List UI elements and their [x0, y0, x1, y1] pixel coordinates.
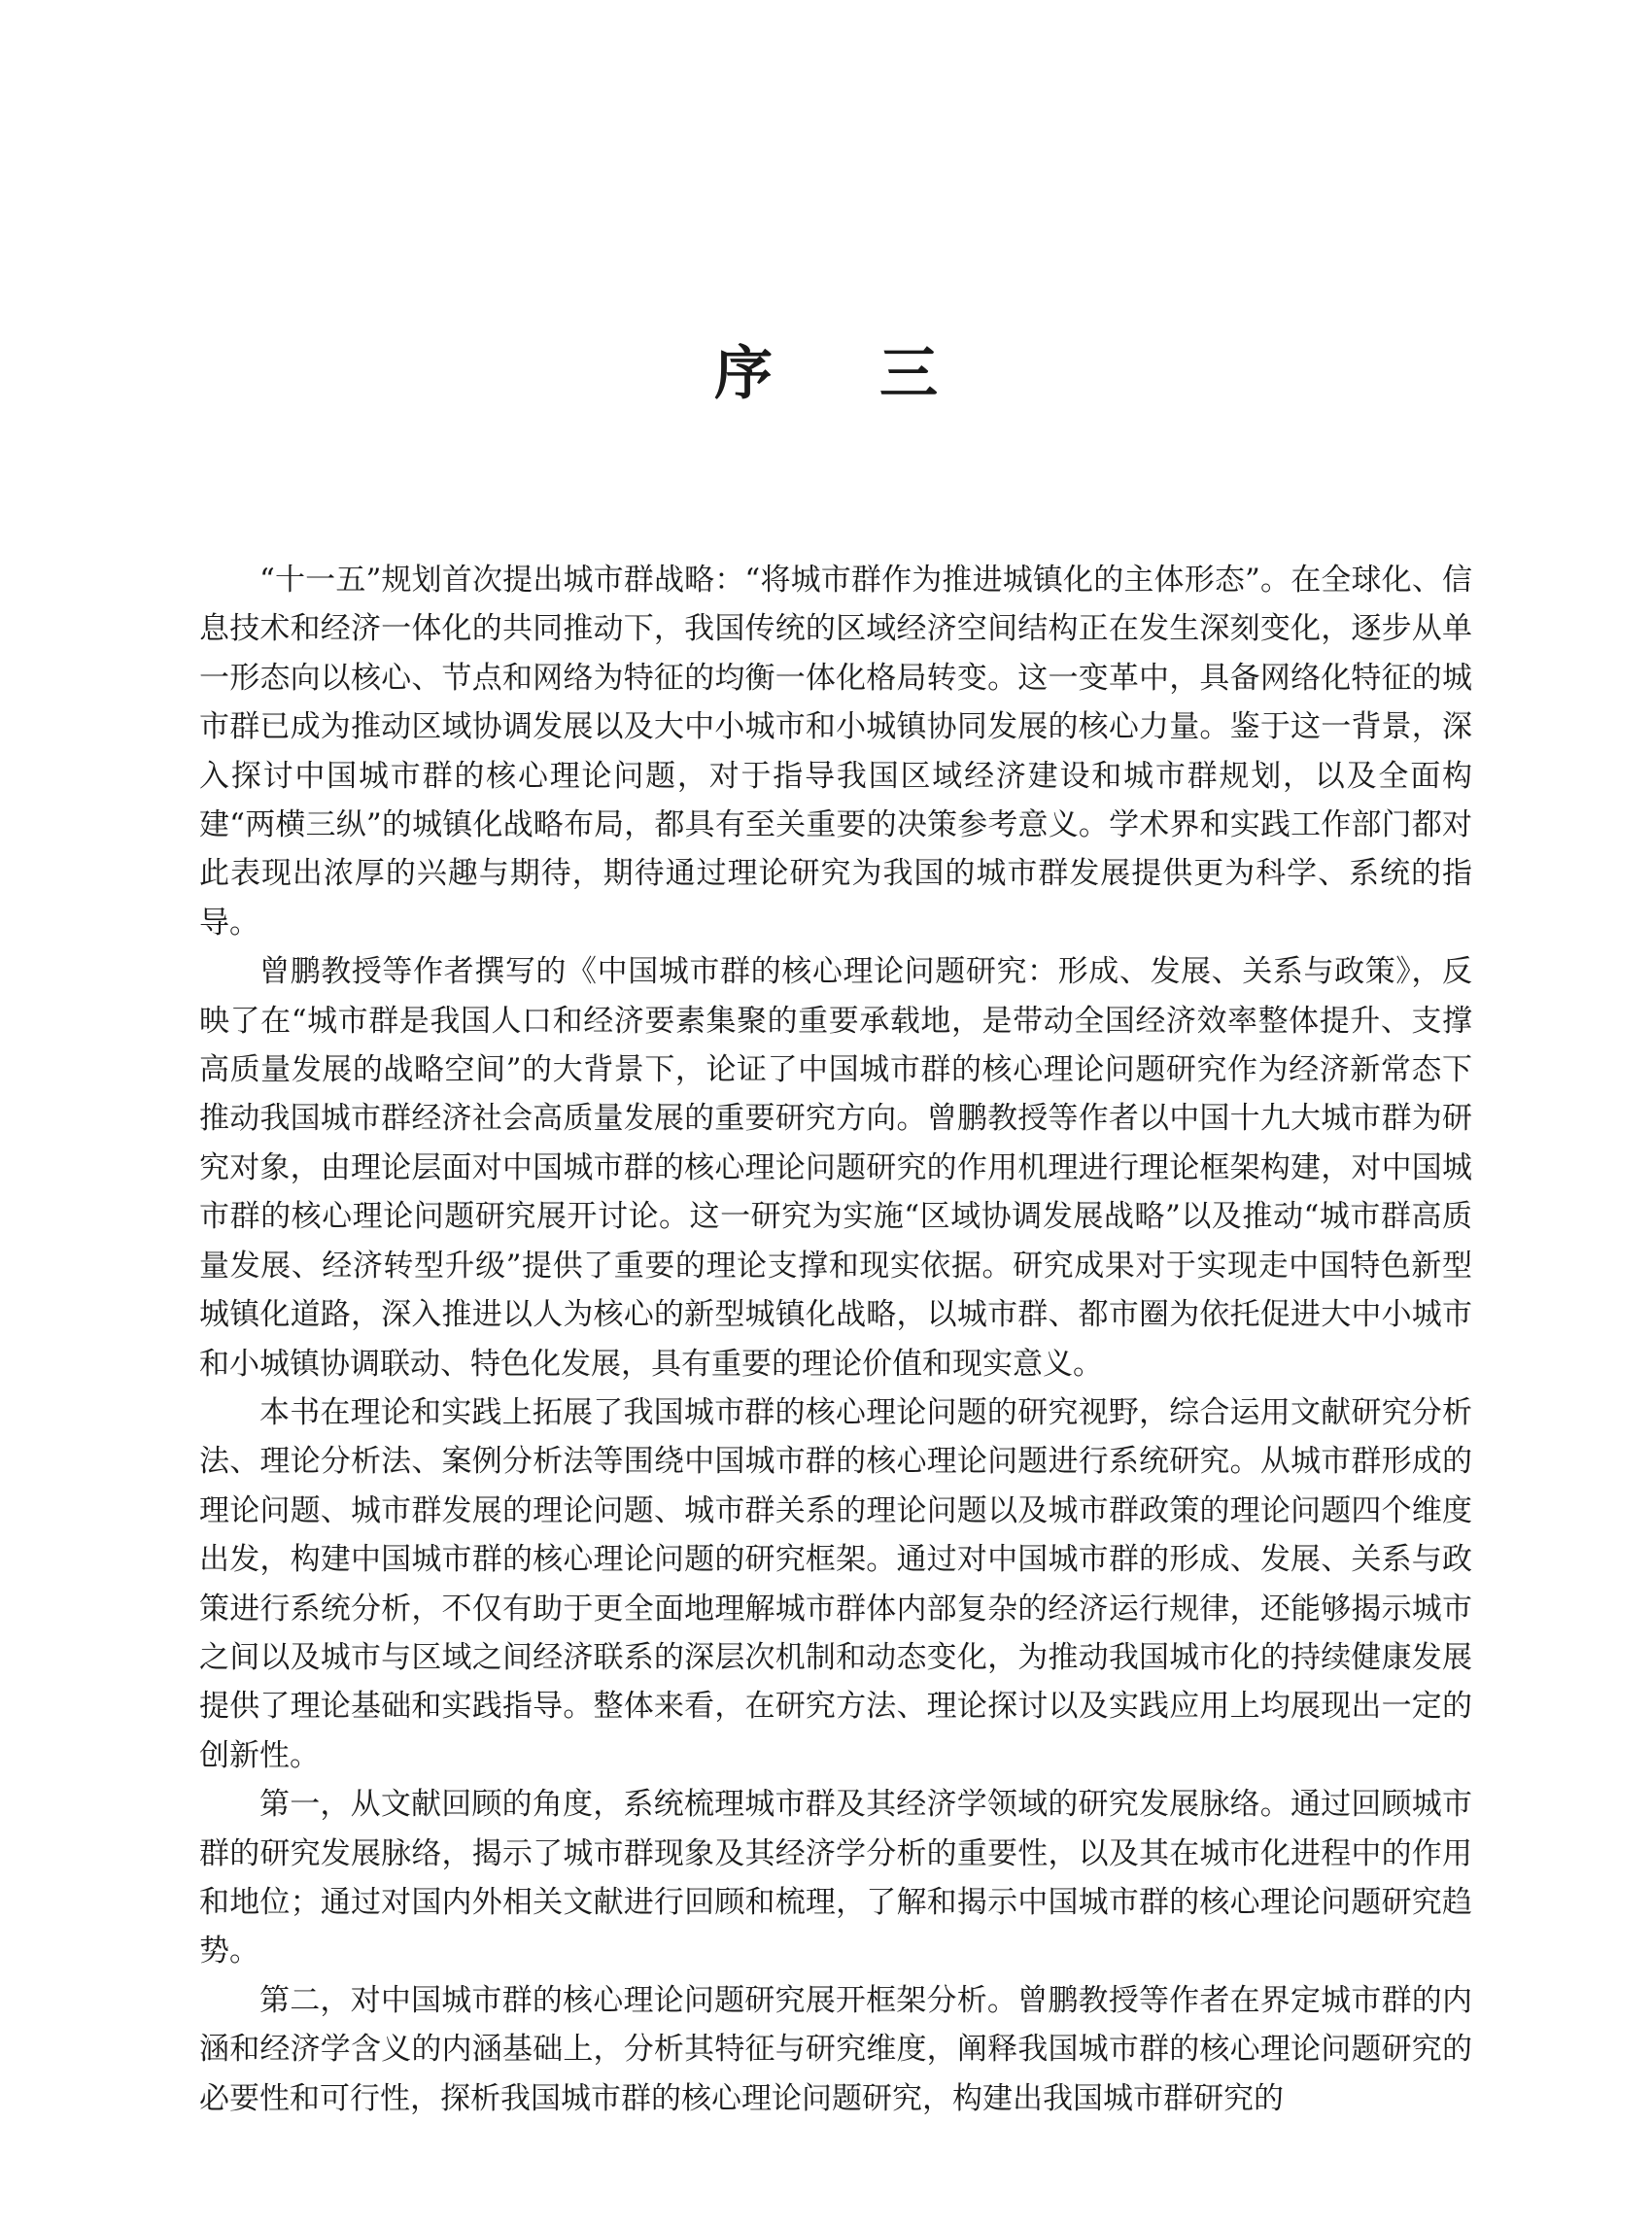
paragraph-2: 曾鹏教授等作者撰写的《中国城市群的核心理论问题研究：形成、发展、关系与政策》，反映了在“城市群是我国人口和经济要素集聚的重要承载地，是带动全国经济效率整体提升、支撑高质量发展的战略空间”的大背景下，论证了中国城市群的核心理论问题研究作为经济新常态下推动我国城市群经济社会高质量发展的重要研究方向。曾鹏教授等作者以中国十九大城市群为研究对象，由理论层面对中国城市群的核心理论问题研究的作用机理进行理论框架构建，对中国城市群的核心理论问题研究展开讨论。这一研究为实施“区域协调发展战略”以及推动“城市群高质量发展、经济转型升级”提供了重要的理论支撑和现实依据。研究成果对于实现走中国特色新型城镇化道路，深入推进以人为核心的新型城镇化战略，以城市群、都市圈为依托促进大中小城市和小城镇协调联动、特色化发展，具有重要的理论价值和现实意义。 — [199, 954, 1472, 1382]
body-text — [199, 556, 1472, 2123]
paragraph-5: 第二，对中国城市群的核心理论问题研究展开框架分析。曾鹏教授等作者在界定城市群的内涵和经济学含义的内涵基础上，分析其特征与研究维度，阐释我国城市群的核心理论问题研究的必要性和可行性，探析我国城市群的核心理论问题研究，构建出我国城市群研究的 — [199, 1982, 1472, 2116]
title-char-1: 序 — [714, 340, 773, 408]
title-char-2: 三 — [879, 340, 938, 408]
paragraph-3: 本书在理论和实践上拓展了我国城市群的核心理论问题的研究视野，综合运用文献研究分析法、理论分析法、案例分析法等围绕中国城市群的核心理论问题进行系统研究。从城市群形成的理论问题、城市群发展的理论问题、城市群关系的理论问题以及城市群政策的理论问题四个维度出发，构建中国城市群的核心理论问题的研究框架。通过对中国城市群的形成、发展、关系与政策进行系统分析，不仅有助于更全面地理解城市群体内部复杂的经济运行规律，还能够揭示城市之间以及城市与区域之间经济联系的深层次机制和动态变化，为推动我国城市化的持续健康发展提供了理论基础和实践指导。整体来看，在研究方法、理论探讨以及实践应用上均展现出一定的创新性。 — [199, 1394, 1472, 1773]
page-title — [0, 335, 1652, 413]
paragraph-1: “十一五”规划首次提出城市群战略：“将城市群作为推进城镇化的主体形态”。在全球化、信息技术和经济一体化的共同推动下，我国传统的区域经济空间结构正在发生深刻变化，逐步从单一形态向以核心、节点和网络为特征的均衡一体化格局转变。这一变革中，具备网络化特征的城市群已成为推动区域协调发展以及大中小城市和小城镇协同发展的核心力量。鉴于这一背景，深入探讨中国城市群的核心理论问题，对于指导我国区域经济建设和城市群规划，以及全面构建“两横三纵”的城镇化战略布局，都具有至关重要的决策参考意义。学术界和实践工作部门都对此表现出浓厚的兴趣与期待，期待通过理论研究为我国的城市群发展提供更为科学、系统的指导。 — [199, 563, 1472, 941]
paragraph-4: 第一，从文献回顾的角度，系统梳理城市群及其经济学领域的研究发展脉络。通过回顾城市群的研究发展脉络，揭示了城市群现象及其经济学分析的重要性，以及其在城市化进程中的作用和地位；通过对国内外相关文献进行回顾和梳理，了解和揭示中国城市群的核心理论问题研究趋势。 — [199, 1787, 1472, 1969]
